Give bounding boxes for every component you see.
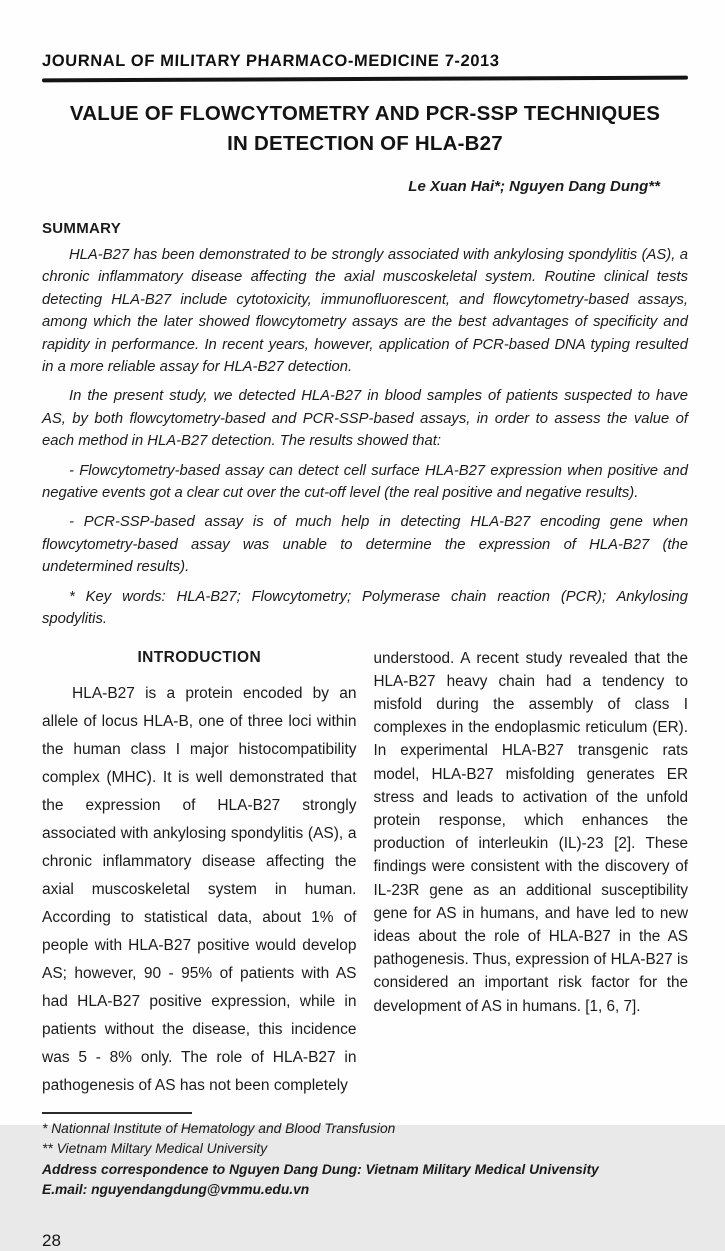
introduction-left-text: HLA-B27 is a protein encoded by an allele of locus HLA-B, one of three loci within the human class I major histocompatibility complex (MHC). It is well demonstrated that the expression of HLA-B27 strongly associated with ankylosing spondylitis (AS), a chronic inflammatory disease affecting the axial muscoskeletal system in human. According to statistical data, about 1% of people with HLA-B27 positive would develop AS; however, 90 - 95% of patients with AS had HLA-B27 positive expression, while in patients without the disease, this incidence was 5 - 8% only. The role of HLA-B27 in pathogenesis of AS has not been completely xyxy=(42,684,357,1094)
page-number: 28 xyxy=(42,1230,61,1250)
footnote-rule xyxy=(42,1112,192,1114)
left-column xyxy=(42,647,357,1100)
journal-running-head: JOURNAL OF MILITARY PHARMACO-MEDICINE 7-2013 xyxy=(41,52,500,70)
summary-section xyxy=(42,220,688,631)
introduction-right-text: understood. A recent study revealed that the HLA-B27 heavy chain had a tendency to misfold during the assembly of class I complexes in the endoplasmic reticulum (ER). In experimental HLA-B27 transgenic rats model, HLA-B27 misfolding generates ER stress and leads to activation of the unfold protein response, which enhances the production of interleukin (IL)-23 [2]. These findings were consistent with the discovery of IL-23R gene as an additional susceptibility gene for AS in humans, and have led to new ideas about the role of HLA-B27 in the AS pathogenesis. Thus, expression of HLA-B27 is considered an important risk factor for the development of AS in humans. [1, 6, 7]. xyxy=(373,649,688,1015)
summary-paragraph: - Flowcytometry-based assay can detect cell surface HLA-B27 expression when positive and negative events got a clear cut over the cut-off level (the real positive and negative results). xyxy=(42,462,688,502)
introduction-section xyxy=(42,647,688,1100)
summary-heading: SUMMARY xyxy=(42,220,122,237)
footnote-affiliation-1: * Nationnal Institute of Hematology and Blood Transfusion xyxy=(42,1120,396,1136)
article-title xyxy=(42,99,688,159)
article-title-line1: VALUE OF FLOWCYTOMETRY AND PCR-SSP TECHNIQUES xyxy=(69,102,661,125)
footnote-affiliation-2: ** Vietnam Miltary Medical University xyxy=(42,1141,268,1156)
footnote-correspondence: Address correspondence to Nguyen Dang Dung: Vietnam Military Medical Univensity xyxy=(42,1161,599,1177)
footnote-email: E.mail: nguyendangdung@vmmu.edu.vn xyxy=(42,1182,310,1197)
footnotes-section xyxy=(42,1112,688,1201)
article-title-line2: IN DETECTION OF HLA-B27 xyxy=(227,132,503,155)
authors-line: Le Xuan Hai*; Nguyen Dang Dung** xyxy=(408,178,660,195)
header-rule xyxy=(42,76,688,83)
introduction-heading: INTRODUCTION xyxy=(137,648,262,666)
summary-paragraph: In the present study, we detected HLA-B27 in blood samples of patients suspected to have AS, by both flowcytometry-based and PCR-SSP-based assays, in order to assess the value of each method in HLA-B27 detection. The results showed that: xyxy=(42,388,688,450)
summary-paragraph: HLA-B27 has been demonstrated to be strongly associated with ankylosing spondylitis (AS), a chronic inflammatory disease affecting the axial muscoskeletal system. Routine clinical tests detecting HLA-B27 include cytotoxicity, immunofluorescent, and flowcytometry-based assays, among which the later showed flowcytometry assays are the best advantages of specificity and rapidity in performance. In recent years, however, application of PCR-based DNA typing resulted in a more reliable assay for HLA-B27 detection. xyxy=(42,247,688,376)
keywords-line: * Key words: HLA-B27; Flowcytometry; Polymerase chain reaction (PCR); Ankylosing spodylitis. xyxy=(42,588,688,628)
right-column xyxy=(374,647,689,1100)
summary-paragraph: - PCR-SSP-based assay is of much help in detecting HLA-B27 encoding gene when flowcytometry-based assay was unable to determine the expression of HLA-B27 (the undetermined results). xyxy=(42,514,688,576)
